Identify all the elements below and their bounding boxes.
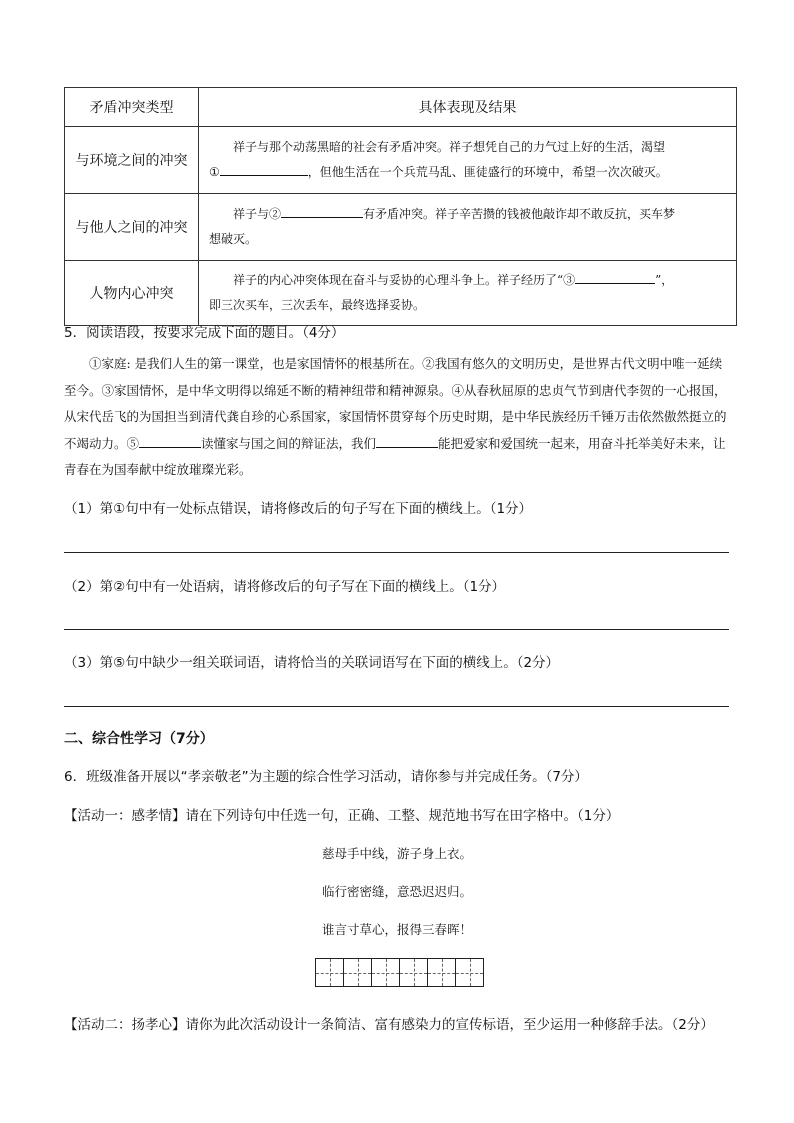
row-detail: [199, 261, 737, 326]
passage-blank-2[interactable]: [376, 433, 438, 448]
header-type: 矛盾冲突类型: [65, 88, 199, 127]
tianzige-cell[interactable]: [399, 958, 428, 987]
header-detail: 具体表现及结果: [199, 88, 737, 127]
passage-blank-1[interactable]: [139, 433, 201, 448]
poem-line: 慈母手中线，游子身上衣。: [321, 846, 472, 861]
answer-line-3[interactable]: [64, 706, 729, 707]
row-detail: [199, 194, 737, 261]
sub-question-3: （3）第⑤句中缺少一组关联词语，请将恰当的关联词语写在下面的横线上。（2分）: [64, 655, 560, 671]
row-detail-line: ① ，但他生活在一个兵荒马乱、匪徒盛行的环境中，希望一次次破灭。: [209, 160, 726, 185]
table-header-row: [65, 88, 737, 127]
tianzige-cell[interactable]: [315, 958, 344, 987]
answer-blank-3[interactable]: [575, 269, 655, 284]
row-detail: [199, 127, 737, 194]
activity-2-prompt: 【活动二：扬孝心】请你为此次活动设计一条简洁、富有感染力的宣传标语，至少运用一种修辞手法。（2分）: [64, 1017, 714, 1033]
answer-blank-2[interactable]: [281, 203, 363, 218]
question-5-title: 5．阅读语段，按要求完成下面的题目。（4分）: [64, 325, 345, 341]
answer-line-2[interactable]: [64, 629, 729, 630]
activity-1-prompt: 【活动一：感孝情】请在下列诗句中任选一句，正确、工整、规范地书写在田字格中。（1分）: [64, 808, 620, 824]
table-row: [65, 261, 737, 326]
tianzige-cell[interactable]: [427, 958, 456, 987]
row-detail-line: 祥子的内心冲突体现在奋斗与妥协的心理斗争上。祥子经历了“③ ”，: [209, 268, 726, 293]
row-detail-line: 即三次买车，三次丢车，最终选择妥协。: [209, 298, 426, 312]
tianzige-grid[interactable]: [316, 958, 484, 987]
answer-blank-1[interactable]: [220, 161, 308, 176]
row-type: 与环境之间的冲突: [65, 127, 199, 194]
tianzige-cell[interactable]: [455, 958, 484, 987]
reading-passage: ①家庭: 是我们人生的第一课堂，也是家国情怀的根基所在。②我国有悠久的文明历史，是世界古代文明中唯一延续至今。③家国情怀，是中华文明得以绵延不断的精神纽带和精神源泉。④从春秋屈原的忠贞气节到唐代李贺的一心报国，从宋代岳飞的为国担当到清代龚自珍的心系国家，家国情怀贯穿每个历史时期，是中华民族经历千锤万击依然傲然挺立的不竭动力。⑤ 读懂家与国之间的辩证法，我们 能把爱家和爱国统一起来，用奋斗托举美好未来，让青春在为国奉献中绽放璀璨光彩。: [64, 356, 727, 477]
poem-line: 临行密密缝，意恐迟迟归。: [321, 884, 472, 899]
row-type: 与他人之间的冲突: [65, 194, 199, 261]
row-detail-line: 祥子与② 有矛盾冲突。祥子辛苦攒的钱被他敲诈却不敢反抗，买车梦: [209, 202, 726, 227]
answer-line-1[interactable]: [64, 552, 729, 553]
section-2-title: 二、综合性学习（7分）: [64, 731, 214, 747]
table-row: [65, 194, 737, 261]
row-detail-line: 想破灭。: [209, 232, 258, 246]
sub-question-1: （1）第①句中有一处标点错误，请将修改后的句子写在下面的横线上。（1分）: [64, 501, 533, 517]
question-6-title: 6．班级准备开展以“孝亲敬老”为主题的综合性学习活动，请你参与并完成任务。（7分）: [64, 769, 588, 785]
tianzige-cell[interactable]: [371, 958, 400, 987]
tianzige-cell[interactable]: [343, 958, 372, 987]
row-type: 人物内心冲突: [65, 261, 199, 326]
conflict-table: [64, 87, 737, 326]
row-detail-line: 祥子与那个动荡黑暗的社会有矛盾冲突。祥子想凭自己的力气过上好的生活，渴望: [233, 140, 666, 154]
table-row: [65, 127, 737, 194]
poem-line: 谁言寸草心，报得三春晖！: [321, 922, 472, 937]
sub-question-2: （2）第②句中有一处语病，请将修改后的句子写在下面的横线上。（1分）: [64, 579, 506, 595]
